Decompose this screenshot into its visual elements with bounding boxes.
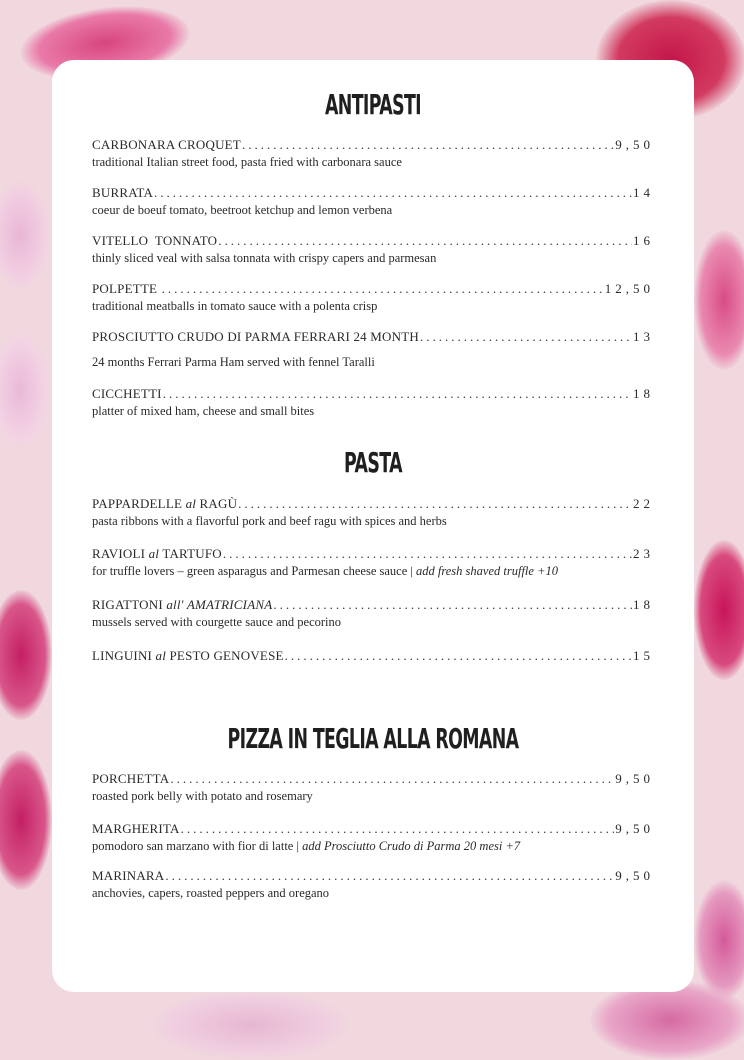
item-description: mussels served with courgette sauce and pecorino (92, 615, 341, 629)
menu-item (92, 771, 654, 804)
item-price: 18 (633, 597, 654, 612)
item-name: RAVIOLI al TARTUFO (92, 546, 222, 561)
lipstick-kiss-decoration (0, 750, 52, 890)
item-name: PROSCIUTTO CRUDO DI PARMA FERRARI 24 MONTH (92, 329, 419, 344)
dot-leader (273, 597, 632, 613)
menu-item (92, 233, 654, 266)
lipstick-kiss-decoration (694, 540, 744, 680)
section-title-pizza: PIZZA IN TEGLIA ALLA ROMANA (227, 722, 519, 755)
item-name: MARINARA (92, 868, 165, 883)
item-name: MARGHERITA (92, 821, 180, 836)
item-description: pomodoro san marzano with fior di latte | add Prosciutto Crudo di Parma 20 mesi +7 (92, 839, 521, 853)
item-price: 18 (633, 386, 654, 401)
item-name: LINGUINI al PESTO GENOVESE (92, 648, 284, 663)
dot-leader (170, 771, 614, 787)
item-price: 9,50 (615, 771, 654, 786)
item-description: traditional Italian street food, pasta fried with carbonara sauce (92, 155, 402, 169)
menu-item (92, 496, 654, 529)
menu-item (92, 386, 654, 419)
item-description: thinly sliced veal with salsa tonnata with crispy capers and parmesan (92, 251, 437, 265)
dot-leader (218, 233, 632, 249)
dot-leader (154, 185, 632, 201)
item-price: 16 (633, 233, 654, 248)
menu-item (92, 185, 654, 218)
dot-leader (181, 821, 615, 837)
menu-item (92, 329, 654, 370)
dot-leader (285, 648, 632, 664)
item-price: 9,50 (615, 868, 654, 883)
lipstick-kiss-decoration (0, 180, 50, 290)
item-description: platter of mixed ham, cheese and small bites (92, 404, 315, 418)
item-name: VITELLO TONNATO (92, 233, 218, 248)
lipstick-kiss-decoration (590, 980, 744, 1060)
lipstick-kiss-decoration (694, 230, 744, 370)
item-price: 14 (633, 185, 654, 200)
item-name: CARBONARA CROQUET (92, 137, 241, 152)
menu-item (92, 137, 654, 170)
dot-leader (162, 281, 604, 297)
item-price: 15 (633, 648, 654, 663)
section-title-pasta: PASTA (344, 446, 402, 479)
menu-item (92, 648, 654, 664)
item-name: PAPPARDELLE al RAGÙ (92, 496, 238, 511)
item-price: 9,50 (615, 821, 654, 836)
item-description: for truffle lovers – green asparagus and Parmesan cheese sauce | add fresh shaved truffle +10 (92, 564, 559, 578)
item-price: 9,50 (615, 137, 654, 152)
dot-leader (238, 496, 632, 512)
menu-item (92, 281, 654, 314)
item-name: CICCHETTI (92, 386, 162, 401)
item-name: POLPETTE (92, 281, 161, 296)
menu-card (52, 60, 694, 992)
dot-leader (163, 386, 632, 402)
item-name: RIGATTONI all' AMATRICIANA (92, 597, 273, 612)
item-name: PORCHETTA (92, 771, 170, 786)
dot-leader (242, 137, 614, 153)
item-price: 22 (633, 496, 654, 511)
menu-item (92, 821, 654, 854)
menu-item (92, 546, 654, 579)
item-description: coeur de boeuf tomato, beetroot ketchup and lemon verbena (92, 203, 393, 217)
lipstick-kiss-decoration (0, 590, 52, 720)
section-title-antipasti: ANTIPASTI (324, 88, 422, 121)
item-description: traditional meatballs in tomato sauce with a polenta crisp (92, 299, 378, 313)
dot-leader (223, 546, 632, 562)
item-description: pasta ribbons with a flavorful pork and beef ragu with spices and herbs (92, 514, 447, 528)
item-description: anchovies, capers, roasted peppers and oregano (92, 886, 330, 900)
item-name: BURRATA (92, 185, 154, 200)
dot-leader (420, 329, 632, 345)
item-price: 23 (633, 546, 654, 561)
lipstick-kiss-decoration (150, 990, 350, 1060)
menu-item (92, 868, 654, 901)
item-description: 24 months Ferrari Parma Ham served with fennel Taralli (92, 355, 375, 369)
lipstick-kiss-decoration (694, 880, 744, 1000)
item-price: 13 (633, 329, 654, 344)
menu-item (92, 597, 654, 630)
item-description: roasted pork belly with potato and rosemary (92, 789, 313, 803)
lipstick-kiss-decoration (0, 330, 50, 450)
dot-leader (165, 868, 614, 884)
item-price: 12,50 (604, 281, 654, 296)
